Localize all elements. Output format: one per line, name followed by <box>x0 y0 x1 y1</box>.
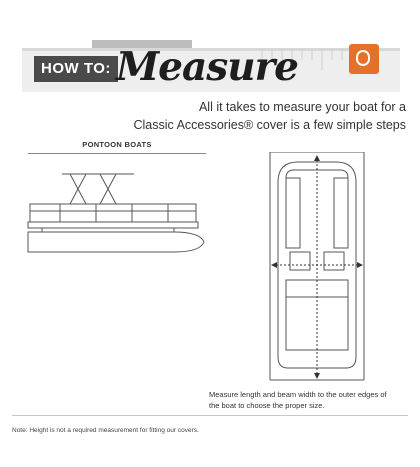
top-view-diagram <box>262 152 372 387</box>
howto-label: HOW TO: <box>34 56 118 82</box>
footer-divider <box>12 415 408 416</box>
intro-text <box>76 98 406 134</box>
header-banner <box>22 40 400 96</box>
footer-note: Note: Height is not a required measurement for fitting our covers. <box>12 427 199 434</box>
measure-caption <box>209 389 409 411</box>
brand-logo <box>349 44 379 74</box>
intro-line-1: All it takes to measure your boat for a <box>198 100 406 114</box>
section-label: PONTOON BOATS <box>82 140 152 149</box>
pontoon-side-illustration <box>24 166 214 266</box>
page-title: Measure <box>116 44 298 90</box>
caption-line-2: the boat to choose the proper size. <box>209 401 325 410</box>
intro-line-2: Classic Accessories® cover is a few simple steps <box>133 118 406 132</box>
caption-line-1: Measure length and beam width to the outer edges of <box>209 390 387 399</box>
section-divider <box>28 153 206 154</box>
